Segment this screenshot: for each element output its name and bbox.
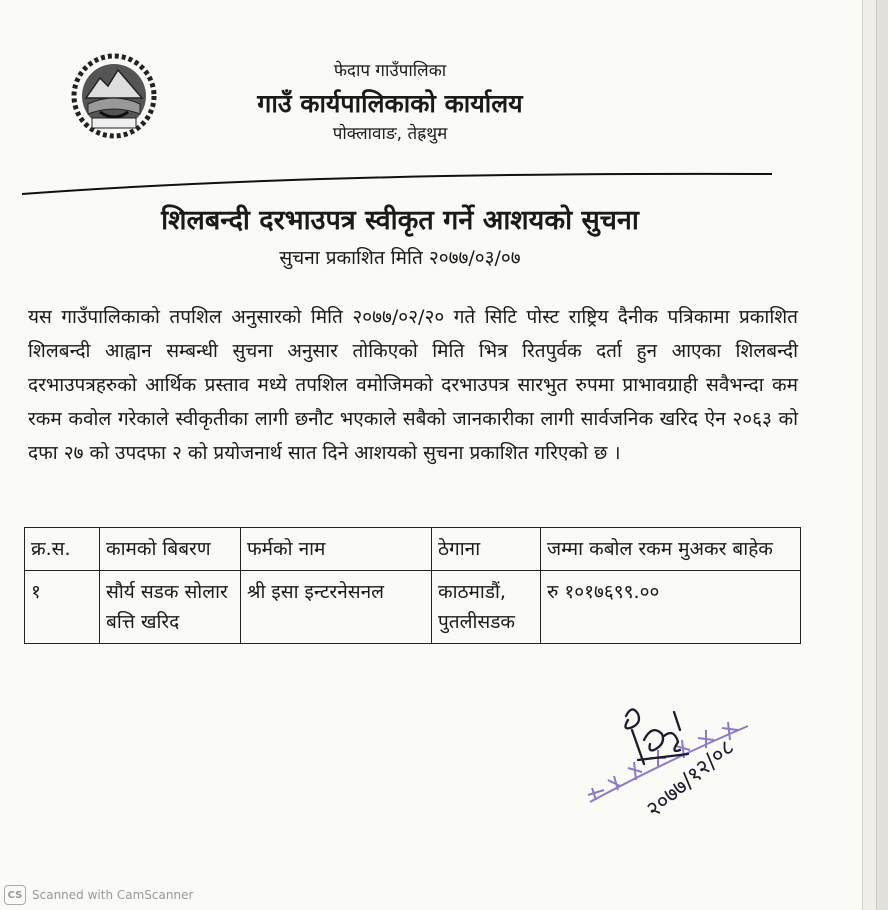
page-edge-back (876, 0, 888, 910)
scanner-watermark-text: Scanned with CamScanner (32, 888, 194, 902)
signature-stamp (578, 700, 788, 830)
cell-firm: श्री इसा इन्टरनेसनल (241, 571, 432, 644)
office-title: गाउँ कार्यपालिकाको कार्यालय (257, 89, 523, 118)
table-row (25, 571, 801, 644)
table-header-row (25, 528, 801, 571)
cell-description: सौर्य सडक सोलार बत्ति खरिद (100, 571, 241, 644)
header-divider (22, 170, 772, 200)
office-address: पोक्लावाङ, तेह्रथुम (332, 124, 448, 144)
cell-address: काठमाडौं, पुतलीसडक (432, 571, 541, 644)
cell-amount: रु १०१७६९९.०० (541, 571, 801, 644)
page-edge (862, 0, 877, 910)
notice-body: यस गाउँपालिकाको तपशिल अनुसारको मिति २०७७/०२/२० गते सिटि पोस्ट राष्ट्रिय दैनीक पत्रिकामा प्रकाशित शिलबन्दी आह्वान सम्बन्धी सुचना अनुसार तोकिएको मिति भित्र रितपुर्वक दर्ता हुन आएका शिलबन्दी दरभाउपत्रहरुको आर्थिक प्रस्ताव मध्ये तपशिल वमोजिमको दरभाउपत्र सारभुत रुपमा प्राभावग्राही सवैभन्दा कम रकम कवोल गरेकाले स्वीकृतीका लागी छनौट भएकाले सबैको जानकारीका लागी सार्वजनिक खरिद ऐन २०६३ को दफा २७ को उपदफा २ को प्रयोजनार्थ सात दिने आशयको सुचना प्रकाशित गरिएको छ । (28, 306, 798, 464)
cell-serial: १ (25, 571, 100, 644)
publish-date: सुचना प्रकाशित मिति २०७७/०३/०७ (279, 247, 521, 269)
column-header-description: कामको बिबरण (100, 528, 241, 571)
tender-table (24, 527, 801, 644)
signature-date: २०७७/१२/०८ (641, 735, 740, 823)
column-header-firm: फर्मको नाम (241, 528, 432, 571)
scanner-watermark (4, 884, 193, 906)
column-header-amount: जम्मा कबोल रकम मुअकर बाहेक (541, 528, 801, 571)
camscanner-logo-icon: CS (4, 885, 26, 905)
municipality-name: फेदाप गाउँपालिका (333, 61, 447, 81)
notice-title: शिलबन्दी दरभाउपत्र स्वीकृत गर्ने आशयको सुचना (161, 205, 639, 236)
column-header-serial: क्र.स. (25, 528, 100, 571)
column-header-address: ठेगाना (432, 528, 541, 571)
